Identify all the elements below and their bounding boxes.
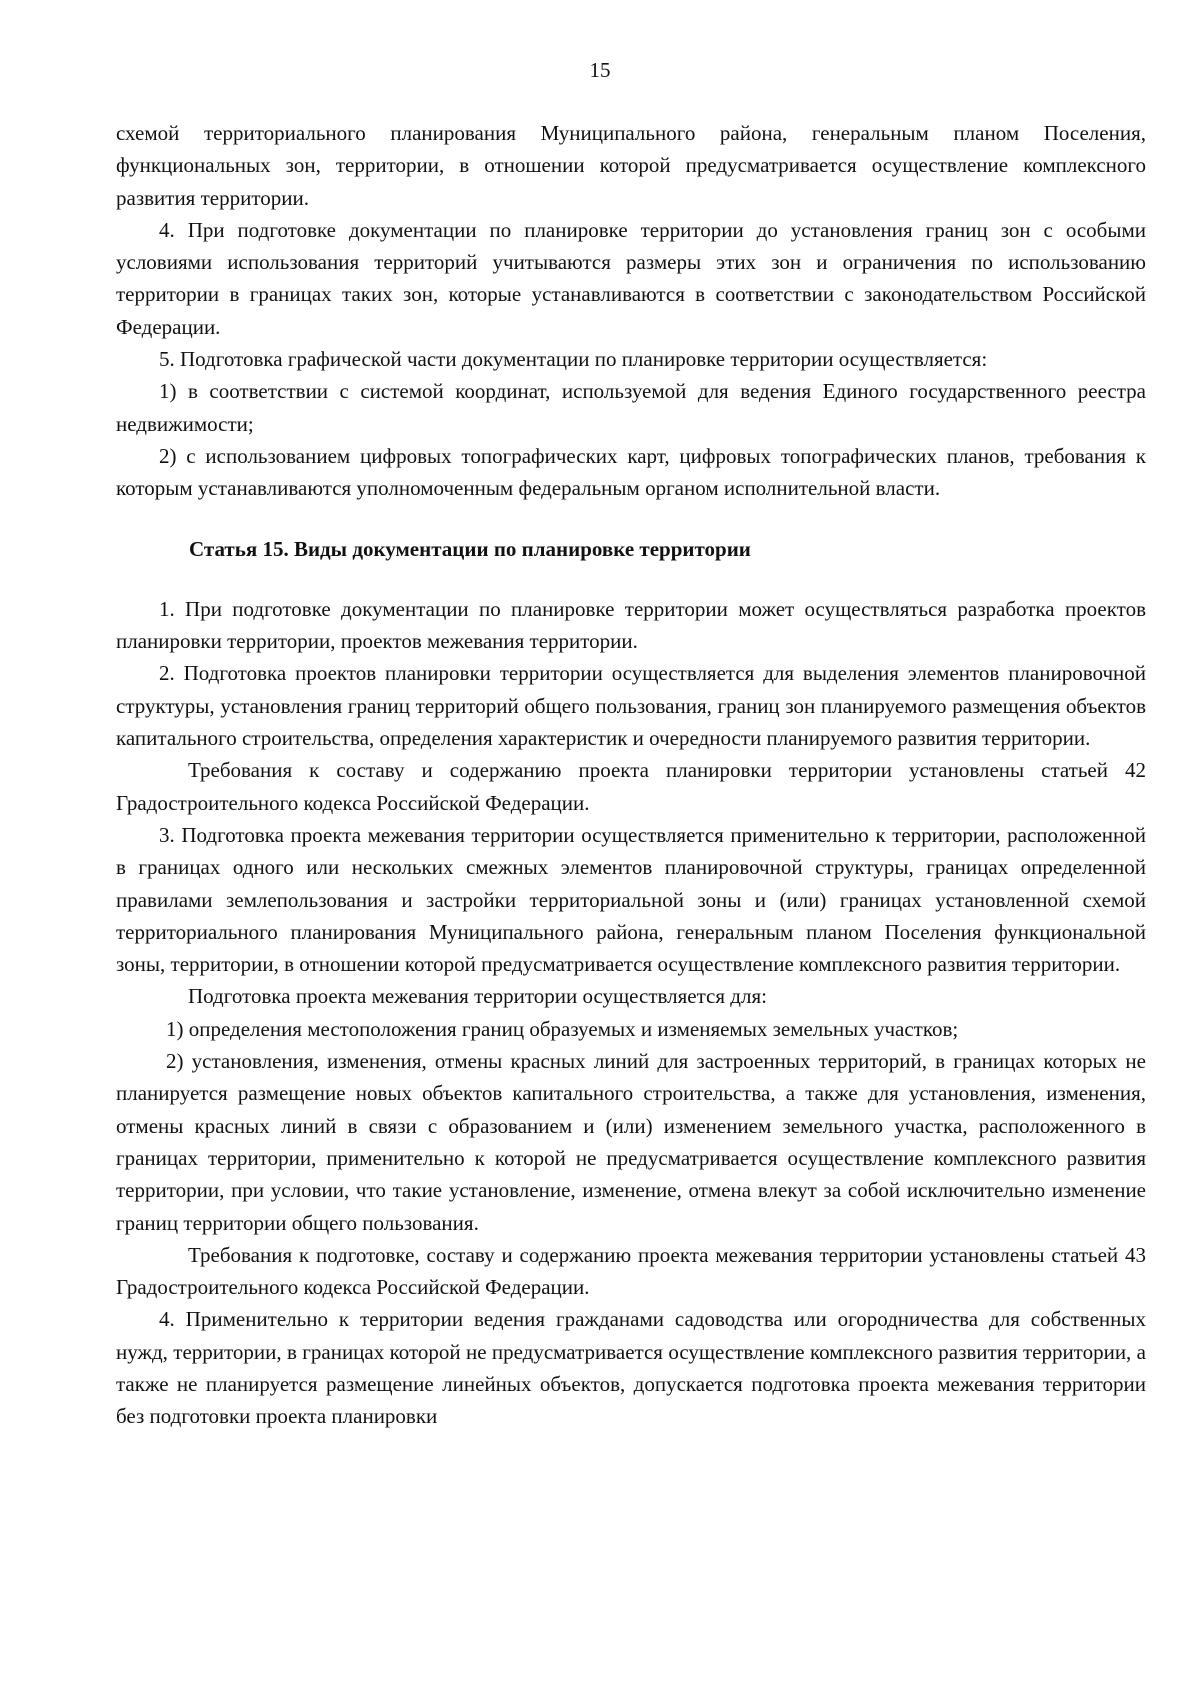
list-item-red-lines: 2) установления, изменения, отмены красных линий для застроенных территорий, в границах которых не планируется размещение новых объектов капитального строительства, а также для установления, изменения, отмены красных линий в связи с образованием и (или) изменением земельного участка, расположенного в границах территории, применительно к которой не предусматривается осуществление комплексного развития территории, при условии, что такие установление, изменение, отмена влекут за собой исключительно изменение границ территории общего пользования.: [116, 1049, 1146, 1235]
paragraph-surveying-requirements: Требования к подготовке, составу и содержанию проекта межевания территории установлены статьей 43 Градостроительного кодекса Российской Федерации.: [116, 1242, 1146, 1300]
paragraph-planning-requirements: Требования к составу и содержанию проекта планировки территории установлены статьей 42 Градостроительного кодекса Российской Федерации.: [116, 758, 1146, 815]
paragraph-item-4-zones: 4. При подготовке документации по планировке территории до установления границ зон с особыми условиями использования территорий учитываются размеры этих зон и ограничения по использованию территории в границах таких зон, которые устанавливаются в соответствии с законодательством Российской Федерации.: [116, 217, 1146, 339]
paragraph-surveying-purpose: Подготовка проекта межевания территории осуществляется для:: [188, 984, 767, 1009]
paragraph-item-4-gardening: 4. Применительно к территории ведения гражданами садоводства или огородничества для собственных нужд, территории, в границах которой не предусматривается осуществление комплексного развития территории, а также не планируется размещение линейных объектов, допускается подготовка проекта межевания территории без подготовки проекта планировки: [116, 1307, 1146, 1429]
paragraph-item-1-types: 1. При подготовке документации по планировке территории может осуществляться разработка проектов планировки территории, проектов межевания территории.: [116, 596, 1146, 654]
list-item-coordinates: 1) в соответствии с системой координат, используемой для ведения Единого государственного реестра недвижимости;: [116, 379, 1146, 436]
list-item-land-plots: 1) определения местоположения границ образуемых и изменяемых земельных участков;: [166, 1016, 959, 1041]
paragraph-continuation: схемой территориального планирования Муниципального района, генеральным планом Поселения, функциональных зон, территории, в отношении которой предусматривается осуществление комплексного развития территории.: [116, 121, 1146, 210]
list-item-digital-maps: 2) с использованием цифровых топографических карт, цифровых топографических планов, требования к которым устанавливаются уполномоченным федеральным органом исполнительной власти.: [116, 443, 1146, 501]
paragraph-item-2-planning: 2. Подготовка проектов планировки территории осуществляется для выделения элементов планировочной структуры, установления границ территорий общего пользования, границ зон планируемого размещения объектов капитального строительства, определения характеристик и очередности планируемого развития территории.: [116, 661, 1146, 751]
paragraph-item-5-graphics: 5. Подготовка графической части документации по планировке территории осуществляется:: [159, 347, 988, 372]
page-number: 15: [589, 58, 611, 82]
paragraph-item-3-surveying: 3. Подготовка проекта межевания территории осуществляется применительно к территории, расположенной в границах одного или нескольких смежных элементов планировочной структуры, границах определенной правилами землепользования и застройки территориальной зоны и (или) границах установленной схемой территориального планирования Муниципального района, генеральным планом Поселения функциональной зоны, территории, в отношении которой предусматривается осуществление комплексного развития территории.: [116, 822, 1146, 977]
article-heading: Статья 15. Виды документации по планировке территории: [189, 536, 751, 561]
document-body: [116, 117, 1146, 1433]
